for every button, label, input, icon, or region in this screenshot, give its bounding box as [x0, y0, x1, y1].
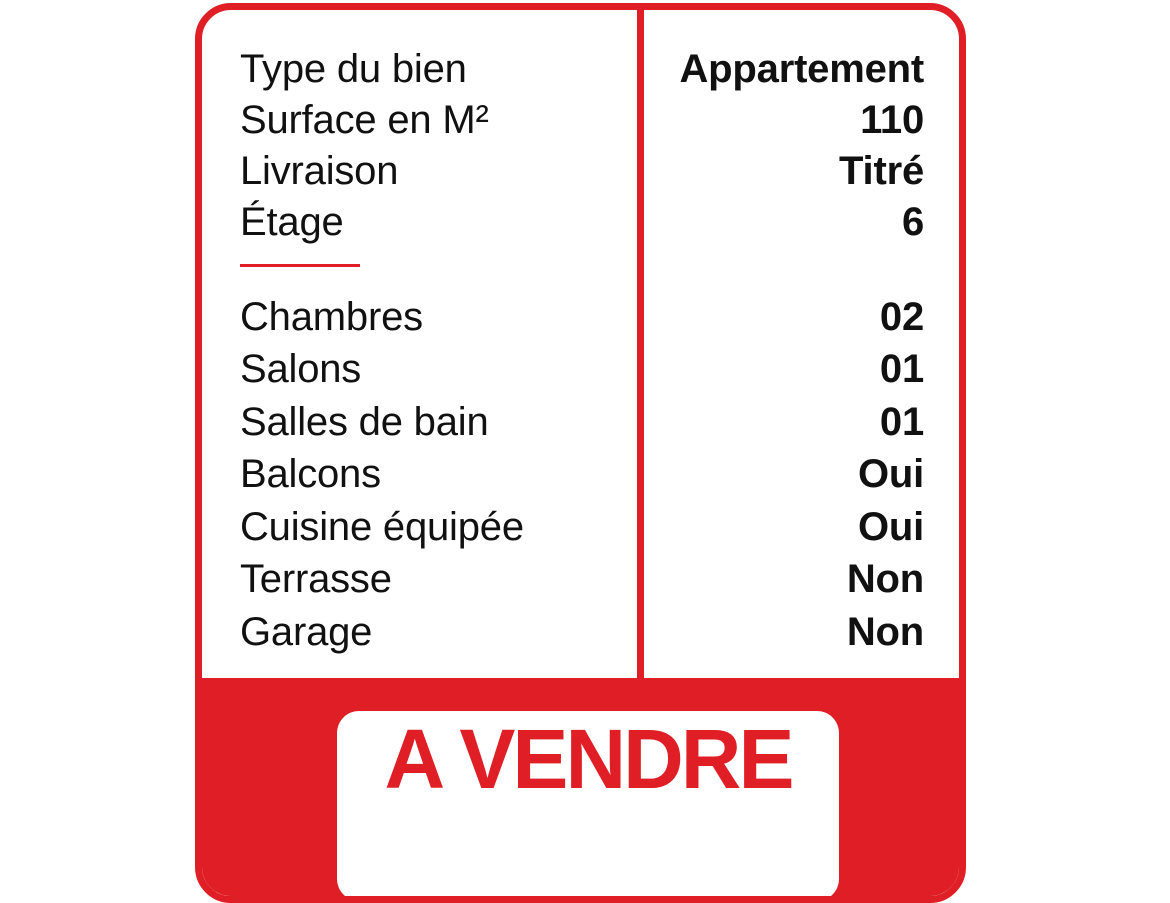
spec-group-main	[240, 44, 924, 248]
spec-row	[240, 146, 924, 197]
spec-label: Garage	[240, 609, 373, 654]
status-band	[202, 678, 959, 903]
spec-row	[240, 95, 924, 146]
spec-value: Titré	[839, 149, 924, 193]
spec-label: Surface en M²	[240, 98, 489, 142]
specs-panel	[202, 10, 959, 678]
spec-value: Appartement	[679, 47, 924, 91]
spec-row	[240, 449, 924, 502]
spec-value: Oui	[857, 452, 924, 497]
spec-label: Chambres	[240, 294, 423, 339]
property-card	[195, 3, 966, 903]
spec-value: 02	[879, 294, 924, 339]
spec-value: 01	[879, 399, 924, 444]
spec-label: Balcons	[240, 452, 381, 497]
spec-row	[240, 501, 924, 554]
status-badge	[337, 711, 839, 901]
spec-label: Type du bien	[240, 47, 467, 91]
spec-row	[240, 396, 924, 449]
spec-label: Terrasse	[240, 557, 392, 602]
spec-value: Oui	[857, 504, 924, 549]
spec-label: Cuisine équipée	[240, 504, 524, 549]
spec-value: 01	[879, 347, 924, 392]
spec-row	[240, 197, 924, 248]
section-divider-line	[240, 264, 360, 267]
spec-label: Étage	[240, 200, 344, 244]
spec-label: Salons	[240, 347, 362, 392]
spec-group-rooms	[240, 291, 924, 659]
status-badge-label: A VENDRE	[384, 712, 792, 806]
spec-row	[240, 554, 924, 607]
spec-row	[240, 291, 924, 344]
spec-value: Non	[846, 557, 924, 602]
spec-value: 110	[860, 98, 924, 142]
spec-row	[240, 606, 924, 659]
spec-label: Salles de bain	[240, 399, 489, 444]
spec-value: 6	[901, 200, 924, 244]
spec-label: Livraison	[240, 149, 399, 193]
spec-row	[240, 344, 924, 397]
spec-value: Non	[846, 609, 924, 654]
spec-row	[240, 44, 924, 95]
